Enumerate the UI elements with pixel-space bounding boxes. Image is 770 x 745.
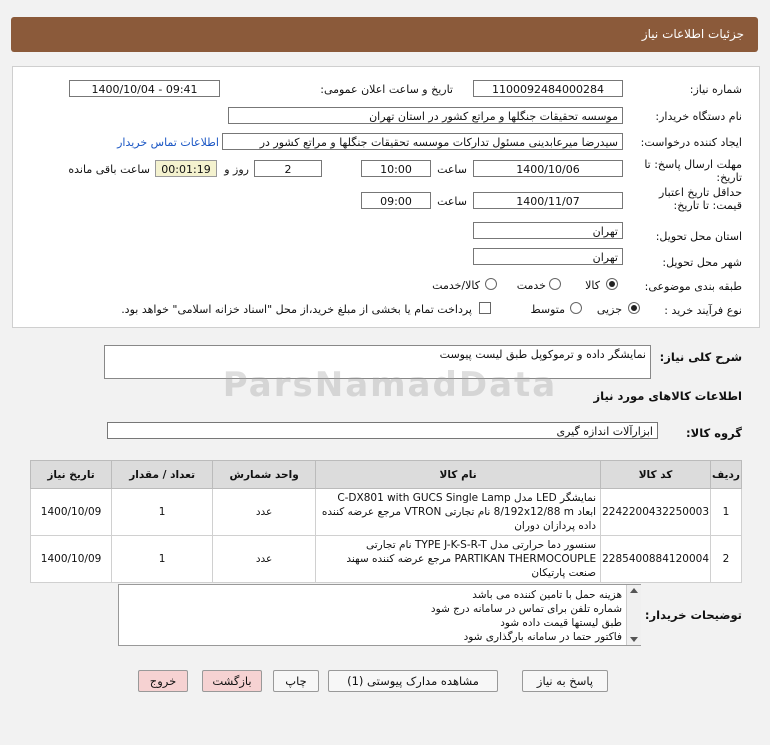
cell-qty: 1 [112,489,213,536]
validity-label: حداقل تاریخ اعتبار قیمت: تا تاریخ: [658,186,742,212]
buyer-notes-box[interactable] [118,584,641,646]
need-number-field: 1100092484000284 [473,80,623,97]
cat-both-radio[interactable] [485,278,497,290]
validity-date-field: 1400/11/07 [473,192,623,209]
remaining-label: ساعت باقی مانده [68,163,150,176]
scroll-up-icon[interactable] [630,588,638,593]
watermark-logo: ParsNamadData [222,365,558,405]
table-row [31,536,742,583]
creator-field: سیدرضا میرعابدینی مسئول تدارکات موسسه تحقیقات جنگلها و مراتع کشور در [222,133,623,150]
send-deadline-label: مهلت ارسال پاسخ: تا تاریخ: [644,158,742,184]
col-header-unit: واحد شمارش [213,461,316,489]
cat-service-label: خدمت [516,279,546,292]
exit-button[interactable]: خروج [138,670,188,692]
col-header-qty: تعداد / مقدار [112,461,213,489]
cell-unit: عدد [213,536,316,583]
buyer-note-line: شماره تلفن برای تماس در سامانه درج شود [430,603,622,615]
col-header-name: نام کالا [316,461,601,489]
scroll-down-icon[interactable] [630,637,638,642]
days-label: روز و [224,163,249,176]
general-desc-label: شرح کلی نیاز: [659,350,742,364]
contact-info-link[interactable]: اطلاعات تماس خریدار [117,136,219,149]
cell-code: 2242200432250003 [601,489,711,536]
page-header [11,17,758,52]
cell-name: سنسور دما حرارتی مدل TYPE J-K-S-R-T نام تجارتی PARTIKAN THERMOCOUPLE مرجع عرضه کننده سهند صنعت پارتیکان [316,536,601,583]
buyer-note-line: فاکتور حتما در سامانه بارگذاری شود [463,631,622,643]
page-title: جزئیات اطلاعات نیاز [641,27,744,41]
cat-both-label: کالا/خدمت [432,279,480,292]
goods-group-field: ابزارآلات اندازه گیری [107,422,658,439]
proc-partial-label: جزیی [596,303,622,316]
cat-service-radio[interactable] [549,278,561,290]
view-attachments-button[interactable]: مشاهده مدارک پیوستی (1) [328,670,498,692]
buyer-note-line: طبق لیستها قیمت داده شود [500,617,622,629]
proc-medium-radio[interactable] [570,302,582,314]
cell-name: نمایشگر LED مدل C-DX801 with GUCS Single Lamp ابعاد 8/192x12/88 m نام تجارتی VTRON مرجع عرضه کننده داده پردازان دوران [316,489,601,536]
creator-label: ایجاد کننده درخواست: [640,136,742,149]
proc-partial-radio[interactable] [628,302,640,314]
process-label: نوع فرآیند خرید : [664,304,742,317]
cell-row-no: 1 [711,489,742,536]
buyer-org-field: موسسه تحقیقات جنگلها و مراتع کشور در استان تهران [228,107,623,124]
general-desc-field: نمایشگر داده و ترموکوپل طبق لیست پیوست [104,345,651,379]
announce-field: 1400/10/04 - 09:41 [69,80,220,97]
col-header-date: تاریخ نیاز [31,461,112,489]
goods-table [30,460,742,583]
cell-code: 2285400884120004 [601,536,711,583]
province-field: تهران [473,222,623,239]
province-label: استان محل تحویل: [655,230,742,243]
cat-goods-label: کالا [585,279,600,292]
buyer-note-line: هزینه حمل با تامین کننده می باشد [472,589,622,601]
col-header-row-no: ردیف [711,461,742,489]
payment-note: پرداخت تمام یا بخشی از مبلغ خرید،از محل "اسناد خزانه اسلامی" خواهد بود. [121,303,472,316]
proc-medium-label: متوسط [530,303,565,316]
validity-time-label: ساعت [437,195,467,208]
send-date-field: 1400/10/06 [473,160,623,177]
cell-date: 1400/10/09 [31,489,112,536]
table-header-row [31,461,742,489]
city-field: تهران [473,248,623,265]
need-number-label: شماره نیاز: [689,83,742,96]
treasury-payment-checkbox[interactable] [479,302,491,314]
validity-time-field: 09:00 [361,192,431,209]
buyer-org-label: نام دستگاه خریدار: [655,110,742,123]
buyer-notes-label: توضیحات خریدار: [644,608,742,622]
back-button[interactable]: بازگشت [202,670,262,692]
cell-unit: عدد [213,489,316,536]
cell-row-no: 2 [711,536,742,583]
notes-scrollbar[interactable] [626,585,641,645]
print-button[interactable]: چاپ [273,670,319,692]
category-label: طبقه بندی موضوعی: [644,280,742,293]
cat-goods-radio[interactable] [606,278,618,290]
announce-label: تاریخ و ساعت اعلان عمومی: [320,83,453,96]
remaining-timer: 00:01:19 [155,160,217,177]
table-row [31,489,742,536]
goods-group-label: گروه کالا: [686,426,742,440]
col-header-code: کد کالا [601,461,711,489]
reply-button[interactable]: پاسخ به نیاز [522,670,608,692]
city-label: شهر محل تحویل: [662,256,742,269]
days-field: 2 [254,160,322,177]
cell-date: 1400/10/09 [31,536,112,583]
send-time-field: 10:00 [361,160,431,177]
goods-info-title: اطلاعات کالاهای مورد نیاز [593,389,742,403]
send-time-label: ساعت [437,163,467,176]
cell-qty: 1 [112,536,213,583]
